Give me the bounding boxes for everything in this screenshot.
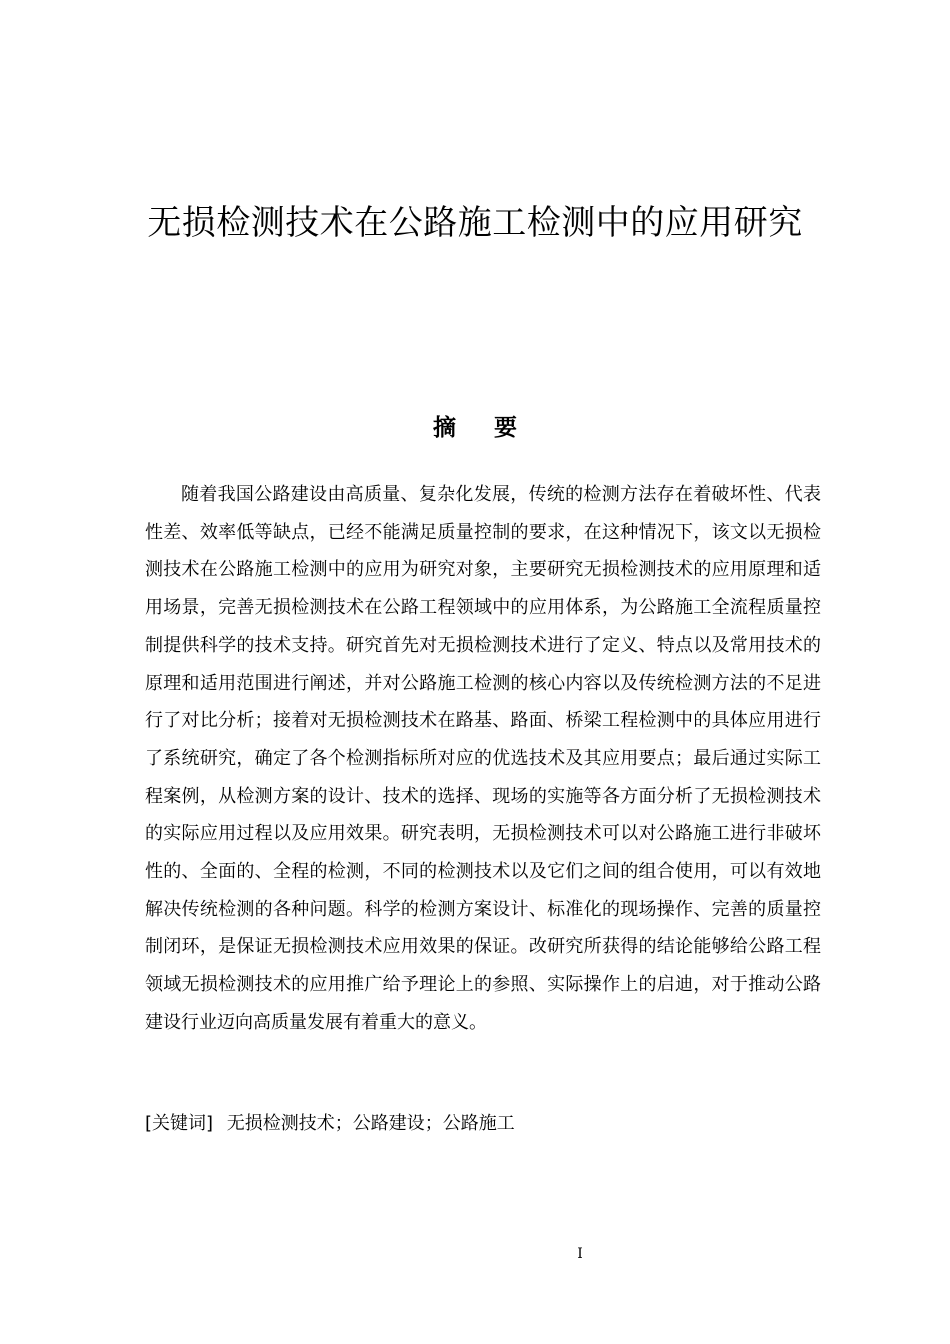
keywords-line (145, 1106, 821, 1142)
abstract-paragraph: 随着我国公路建设由高质量、复杂化发展，传统的检测方法存在着破坏性、代表性差、效率低等缺点，已经不能满足质量控制的要求，在这种情况下，该文以无损检测技术在公路施工检测中的应用为研究对象，主要研究无损检测技术的应用原理和适用场景，完善无损检测技术在公路工程领域中的应用体系，为公路施工全流程质量控制提供科学的技术支持。研究首先对无损检测技术进行了定义、特点以及常用技术的原理和适用范围进行阐述，并对公路施工检测的核心内容以及传统检测方法的不足进行了对比分析；接着对无损检测技术在路基、路面、桥梁工程检测中的具体应用进行了系统研究，确定了各个检测指标所对应的优选技术及其应用要点；最后通过实际工程案例，从检测方案的设计、技术的选择、现场的实施等各方面分析了无损检测技术的实际应用过程以及应用效果。研究表明，无损检测技术可以对公路施工进行非破坏性的、全面的、全程的检测，不同的检测技术以及它们之间的组合使用，可以有效地解决传统检测的各种问题。科学的检测方案设计、标准化的现场操作、完善的质量控制闭环，是保证无损检测技术应用效果的保证。改研究所获得的结论能够给公路工程领域无损检测技术的应用推广给予理论上的参照、实际操作上的启迪，对于推动公路建设行业迈向高质量发展有着重大的意义。 (145, 484, 821, 1033)
keywords-list: 无损检测技术；公路建设；公路施工 (226, 1113, 515, 1134)
page-title: 无损检测技术在公路施工检测中的应用研究 (147, 203, 803, 243)
page-number: I (577, 1246, 583, 1262)
abstract-heading: 摘要 (433, 415, 555, 441)
keywords-label: [关键词] (145, 1113, 214, 1134)
